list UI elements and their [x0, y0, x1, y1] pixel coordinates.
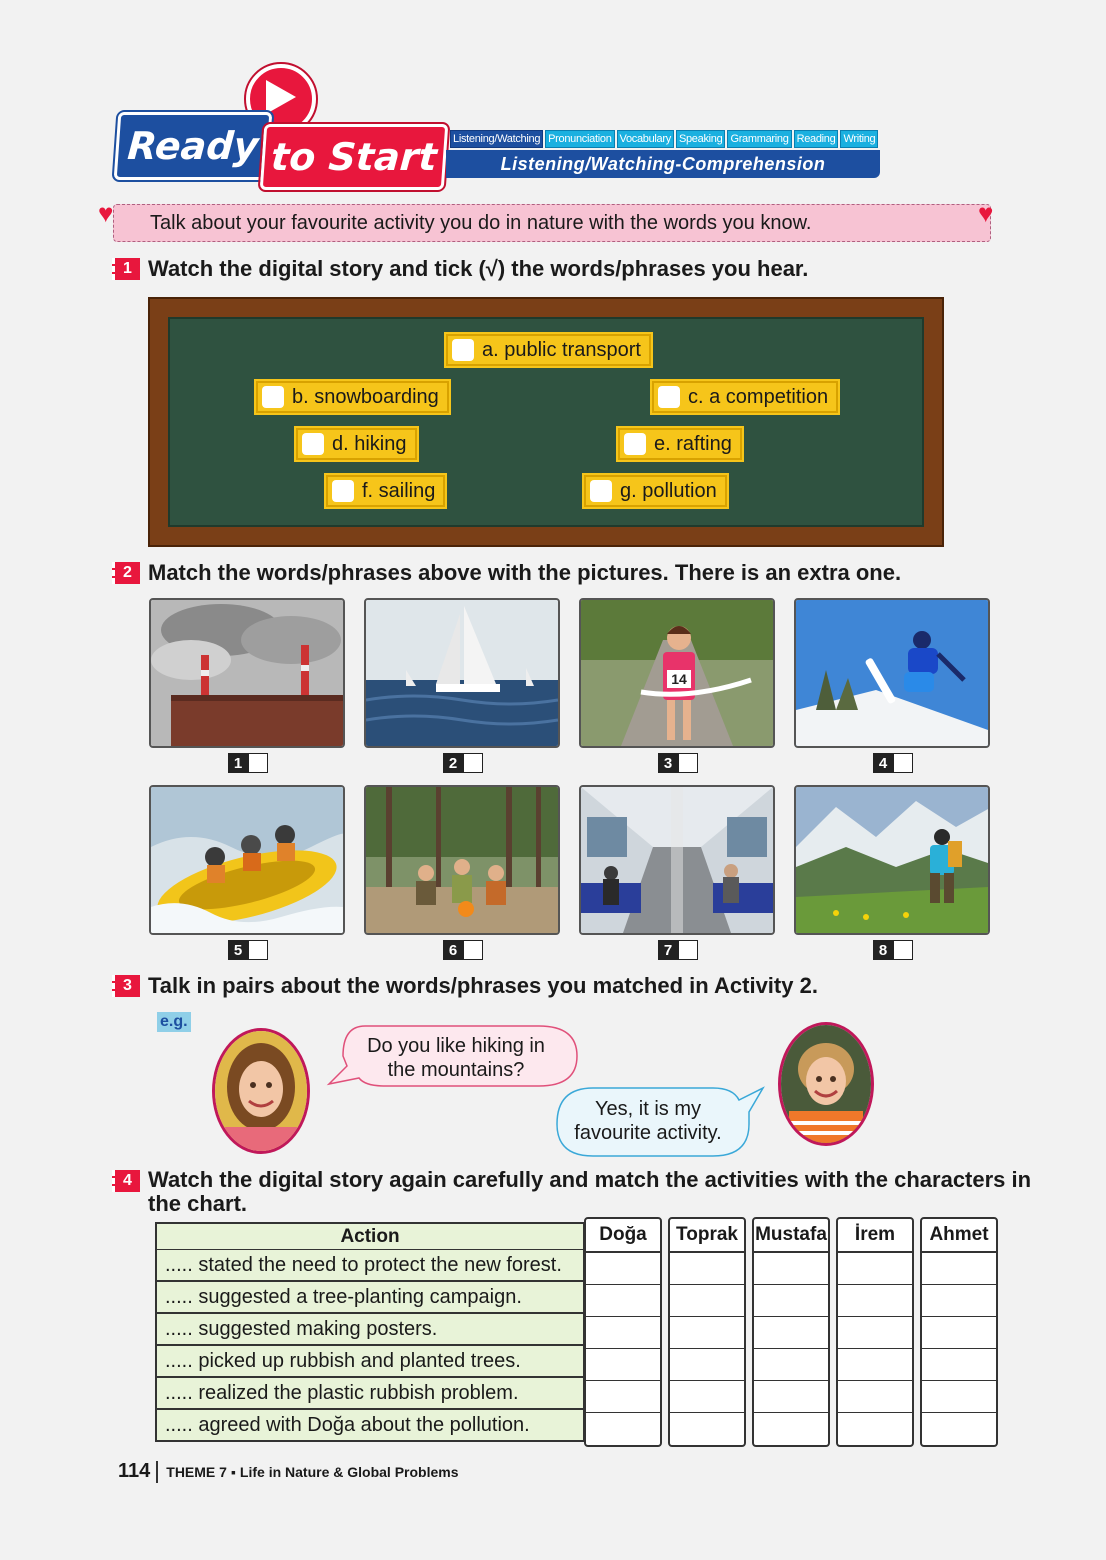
answer-cell[interactable] — [838, 1253, 912, 1285]
activity-1-instruction: Watch the digital story and tick (√) the words/phrases you hear. — [148, 256, 809, 281]
tick-box[interactable] — [658, 386, 680, 408]
to-start-banner: to Start — [260, 124, 449, 190]
page-number: 114 — [118, 1460, 151, 1482]
answer-cell[interactable] — [838, 1317, 912, 1349]
picture-factory-pollution — [149, 598, 345, 748]
picture-label-5 — [228, 940, 268, 960]
answer-cell[interactable] — [586, 1285, 660, 1317]
instruction-line-2: the chart. — [148, 1191, 248, 1216]
answer-cell[interactable] — [670, 1413, 744, 1445]
answer-cell[interactable] — [838, 1285, 912, 1317]
column-toprak — [668, 1217, 746, 1447]
answer-box[interactable] — [248, 753, 268, 773]
word-hiking[interactable] — [296, 428, 417, 460]
ready-banner: Ready — [114, 112, 273, 180]
answer-cell[interactable] — [586, 1317, 660, 1349]
picture-number: 1 — [228, 753, 248, 773]
picture-number: 6 — [443, 940, 463, 960]
answer-cell[interactable] — [670, 1381, 744, 1413]
answer-box[interactable] — [678, 753, 698, 773]
skill-speaking: Speaking — [676, 130, 725, 148]
tick-box[interactable] — [452, 339, 474, 361]
word-label: g. pollution — [620, 479, 717, 502]
word-public-transport[interactable] — [446, 334, 651, 366]
warmup-text: Talk about your favourite activity you do in nature with the words you know. — [150, 211, 812, 234]
answer-cell[interactable] — [670, 1349, 744, 1381]
column-mustafa — [752, 1217, 830, 1447]
answer-line-1: Yes, it is my — [595, 1098, 701, 1120]
picture-sailboat — [364, 598, 560, 748]
character-header: Mustafa — [754, 1219, 828, 1253]
answer-box[interactable] — [463, 940, 483, 960]
answer-cell[interactable] — [754, 1413, 828, 1445]
skill-reading: Reading — [794, 130, 839, 148]
character-header: Doğa — [586, 1219, 660, 1253]
activity-1-number: 1 — [112, 258, 140, 280]
answer-cell[interactable] — [922, 1253, 996, 1285]
answer-box[interactable] — [248, 940, 268, 960]
answer-box[interactable] — [893, 940, 913, 960]
answer-cell[interactable] — [838, 1381, 912, 1413]
answer-box[interactable] — [678, 940, 698, 960]
tick-box[interactable] — [262, 386, 284, 408]
answer-cell[interactable] — [754, 1349, 828, 1381]
action-row: ..... suggested making posters. — [155, 1314, 585, 1346]
action-table — [155, 1222, 585, 1442]
character-header: Toprak — [670, 1219, 744, 1253]
action-row: ..... picked up rubbish and planted trees. — [155, 1346, 585, 1378]
picture-label-7 — [658, 940, 698, 960]
answer-cell[interactable] — [586, 1253, 660, 1285]
answer-line-2: favourite activity. — [574, 1122, 722, 1144]
picture-label-8 — [873, 940, 913, 960]
picture-label-4 — [873, 753, 913, 773]
activity-4-number: 4 — [112, 1170, 140, 1192]
picture-number: 2 — [443, 753, 463, 773]
example-tag: e.g. — [157, 1012, 191, 1032]
activity-3-instruction: Talk in pairs about the words/phrases you matched in Activity 2. — [148, 973, 818, 998]
action-row: ..... realized the plastic rubbish problem. — [155, 1378, 585, 1410]
word-label: e. rafting — [654, 432, 732, 455]
answer-cell[interactable] — [670, 1253, 744, 1285]
answer-cell[interactable] — [922, 1381, 996, 1413]
answer-cell[interactable] — [754, 1253, 828, 1285]
tick-box[interactable] — [332, 480, 354, 502]
tick-box[interactable] — [590, 480, 612, 502]
column-doga — [584, 1217, 662, 1447]
chalkboard — [148, 297, 944, 547]
answer-cell[interactable] — [670, 1285, 744, 1317]
picture-rafting — [149, 785, 345, 935]
word-label: d. hiking — [332, 432, 407, 455]
word-rafting[interactable] — [618, 428, 742, 460]
section-subtitle: Listening/Watching-Comprehension — [446, 150, 880, 178]
answer-cell[interactable] — [670, 1317, 744, 1349]
skill-vocabulary: Vocabulary — [617, 130, 674, 148]
answer-cell[interactable] — [754, 1317, 828, 1349]
character-header: İrem — [838, 1219, 912, 1253]
skill-grammaring: Grammaring — [727, 130, 791, 148]
word-label: a. public transport — [482, 338, 641, 361]
answer-cell[interactable] — [922, 1413, 996, 1445]
answer-cell[interactable] — [922, 1317, 996, 1349]
skill-writing: Writing — [840, 130, 878, 148]
answer-cell[interactable] — [838, 1349, 912, 1381]
picture-number: 7 — [658, 940, 678, 960]
footer-bullet: ▪ — [230, 1463, 236, 1480]
heart-icon: ♥ — [978, 198, 994, 228]
action-header: Action — [155, 1222, 585, 1250]
picture-snowboarder — [794, 598, 990, 748]
answer-box[interactable] — [463, 753, 483, 773]
avatar-boy — [778, 1022, 874, 1146]
activity-2-number: 2 — [112, 562, 140, 584]
picture-forest-camping — [364, 785, 560, 935]
runner-bib-number: 14 — [671, 671, 687, 687]
answer-box[interactable] — [893, 753, 913, 773]
question-line-2: the mountains? — [387, 1059, 525, 1081]
picture-mountain-hiker — [794, 785, 990, 935]
column-ahmet — [920, 1217, 998, 1447]
question-line-1: Do you like hiking in — [367, 1035, 545, 1057]
heart-icon: ♥ — [98, 198, 114, 228]
action-row: ..... stated the need to protect the new forest. — [155, 1250, 585, 1282]
picture-label-3 — [658, 753, 698, 773]
word-pollution[interactable] — [584, 475, 727, 507]
word-label: b. snowboarding — [292, 385, 439, 408]
answer-cell[interactable] — [838, 1413, 912, 1445]
instruction-line-1: Watch the digital story again carefully and match the activities with the characters in — [148, 1167, 1032, 1192]
skill-listening: Listening/Watching — [450, 130, 543, 148]
avatar-girl — [212, 1028, 310, 1154]
column-irem — [836, 1217, 914, 1447]
answer-cell[interactable] — [586, 1381, 660, 1413]
action-row: ..... suggested a tree-planting campaign. — [155, 1282, 585, 1314]
word-competition[interactable] — [652, 381, 838, 413]
tick-box[interactable] — [624, 433, 646, 455]
word-label: c. a competition — [688, 385, 829, 408]
theme-label: THEME 7 — [166, 1463, 227, 1480]
answer-cell[interactable] — [754, 1381, 828, 1413]
picture-number: 5 — [228, 940, 248, 960]
warmup-banner — [113, 204, 991, 242]
word-label: f. sailing — [362, 479, 436, 502]
footer-divider — [156, 1461, 158, 1483]
character-header: Ahmet — [922, 1219, 996, 1253]
answer-cell[interactable] — [754, 1285, 828, 1317]
picture-label-1 — [228, 753, 268, 773]
picture-number: 3 — [658, 753, 678, 773]
answer-cell[interactable] — [586, 1349, 660, 1381]
picture-metro-train — [579, 785, 775, 935]
skills-bar — [450, 130, 878, 148]
activity-2-instruction: Match the words/phrases above with the pictures. There is an extra one. — [148, 560, 902, 585]
word-snowboarding[interactable] — [256, 381, 449, 413]
activity-4-instruction — [148, 1168, 1031, 1216]
action-row: ..... agreed with Doğa about the pollution. — [155, 1410, 585, 1442]
answer-cell[interactable] — [586, 1413, 660, 1445]
theme-title: Life in Nature & Global Problems — [239, 1463, 459, 1480]
picture-runner-competition — [579, 598, 775, 748]
question-text — [346, 1030, 566, 1086]
answer-text — [558, 1092, 738, 1150]
picture-number: 4 — [873, 753, 893, 773]
skill-pronunciation: Pronunciation — [545, 130, 614, 148]
picture-number: 8 — [873, 940, 893, 960]
answer-cell[interactable] — [922, 1285, 996, 1317]
picture-label-6 — [443, 940, 483, 960]
activity-3-number: 3 — [112, 975, 140, 997]
word-sailing[interactable] — [326, 475, 445, 507]
answer-cell[interactable] — [922, 1349, 996, 1381]
chalkboard-surface — [168, 317, 924, 527]
picture-label-2 — [443, 753, 483, 773]
tick-box[interactable] — [302, 433, 324, 455]
page-footer — [118, 1460, 459, 1483]
